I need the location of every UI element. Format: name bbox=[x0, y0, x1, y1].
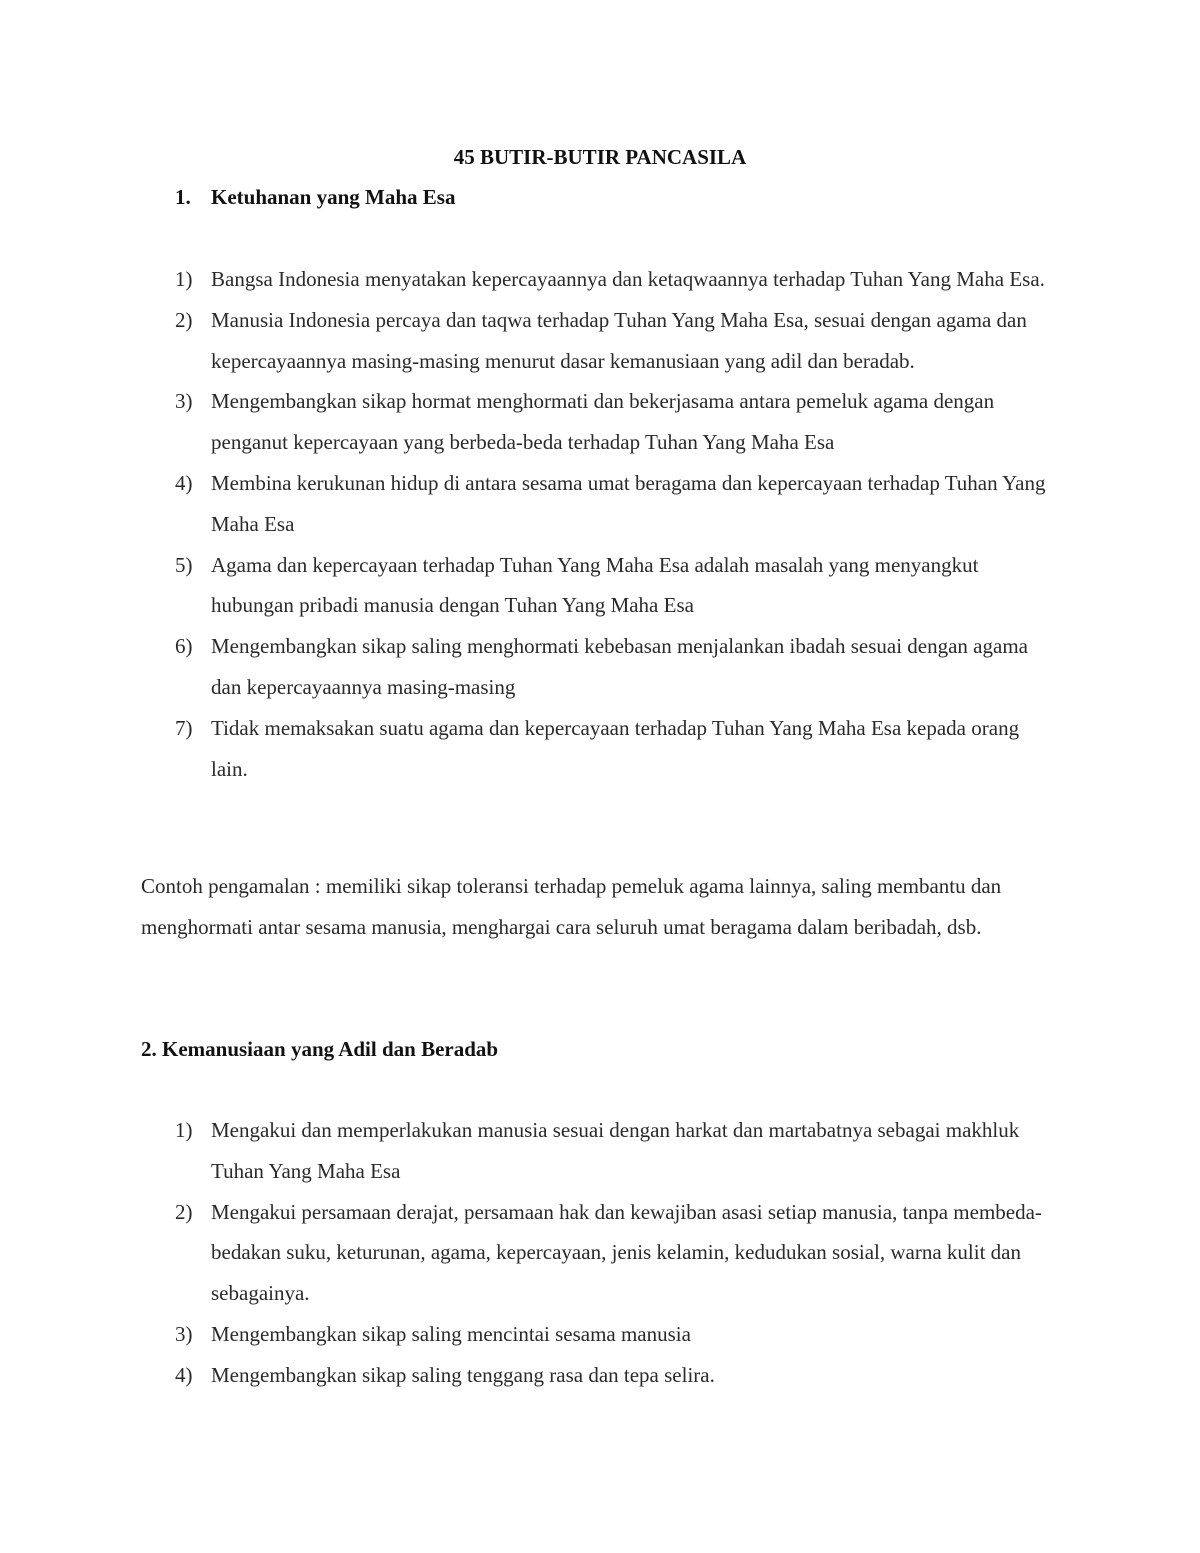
section-1-title: Ketuhanan yang Maha Esa bbox=[211, 185, 456, 209]
item-text: Tidak memaksakan suatu agama dan kepercayaan terhadap Tuhan Yang Maha Esa kepada orang lain. bbox=[211, 715, 1020, 781]
list-item bbox=[0, 259, 1061, 300]
list-item bbox=[0, 300, 1061, 382]
item-text: Bangsa Indonesia menyatakan kepercayaannya dan ketaqwaannya terhadap Tuhan Yang Maha Esa. bbox=[211, 267, 1045, 291]
item-marker: 1) bbox=[175, 1118, 193, 1142]
section-1-number: 1. bbox=[175, 185, 191, 209]
list-item bbox=[0, 708, 1061, 790]
item-text: Mengembangkan sikap saling menghormati kebebasan menjalankan ibadah sesuai dengan agama dan kepercayaannya masing-masing bbox=[211, 634, 1028, 699]
item-text: Mengakui dan memperlakukan manusia sesuai dengan harkat dan martabatnya sebagai makhluk Tuhan Yang Maha Esa bbox=[211, 1118, 1020, 1183]
item-text: Mengakui persamaan derajat, persamaan hak dan kewajiban asasi setiap manusia, tanpa membeda-bedakan suku, keturunan, agama, kepercayaan, jenis kelamin, kedudukan sosial, warna kulit dan sebagainya. bbox=[211, 1199, 1042, 1306]
list-item bbox=[0, 381, 1061, 463]
section-1-heading bbox=[175, 182, 455, 212]
item-marker: 4) bbox=[175, 1362, 193, 1387]
item-text: Mengembangkan sikap hormat menghormati dan bekerjasama antara pemeluk agama dengan penganut kepercayaan yang berbeda-beda terhadap Tuhan Yang Maha Esa bbox=[211, 389, 995, 455]
list-item bbox=[0, 1192, 1061, 1314]
item-marker: 4) bbox=[175, 470, 193, 495]
item-text: Agama dan kepercayaan terhadap Tuhan Yang Maha Esa adalah masalah yang menyangkut hubungan pribadi manusia dengan Tuhan Yang Maha Esa bbox=[211, 552, 979, 618]
item-text: Membina kerukunan hidup di antara sesama umat beragama dan kepercayaan terhadap Tuhan Yang Maha Esa bbox=[211, 470, 1046, 536]
section-1-list bbox=[0, 259, 1200, 789]
item-marker: 2) bbox=[175, 1199, 193, 1224]
document-title: 45 BUTIR-BUTIR PANCASILA bbox=[453, 145, 747, 169]
item-marker: 2) bbox=[175, 307, 193, 332]
item-marker: 3) bbox=[175, 389, 193, 414]
item-text: Mengembangkan sikap saling mencintai sesama manusia bbox=[211, 1321, 691, 1346]
section-2-list bbox=[0, 1110, 1200, 1396]
list-item bbox=[0, 626, 1061, 708]
example-paragraph: Contoh pengamalan : memiliki sikap toleransi terhadap pemeluk agama lainnya, saling membantu dan menghormati antar sesama manusia, menghargai cara seluruh umat beragama dalam beribadah, dsb. bbox=[141, 874, 1002, 939]
item-marker: 1) bbox=[175, 267, 193, 291]
section-2-heading: 2. Kemanusiaan yang Adil dan Beradab bbox=[141, 1037, 499, 1061]
item-text: Manusia Indonesia percaya dan taqwa terhadap Tuhan Yang Maha Esa, sesuai dengan agama dan kepercayaannya masing-masing menurut dasar kemanusiaan yang adil dan beradab. bbox=[211, 307, 1027, 373]
item-marker: 3) bbox=[175, 1321, 193, 1346]
list-item bbox=[0, 1314, 1061, 1355]
list-item bbox=[0, 1110, 1061, 1192]
item-text: Mengembangkan sikap saling tenggang rasa dan tepa selira. bbox=[211, 1362, 715, 1387]
list-item bbox=[0, 545, 1061, 627]
list-item bbox=[0, 463, 1061, 545]
item-marker: 6) bbox=[175, 634, 193, 659]
item-marker: 5) bbox=[175, 552, 193, 577]
list-item bbox=[0, 1355, 1061, 1396]
item-marker: 7) bbox=[175, 715, 193, 740]
